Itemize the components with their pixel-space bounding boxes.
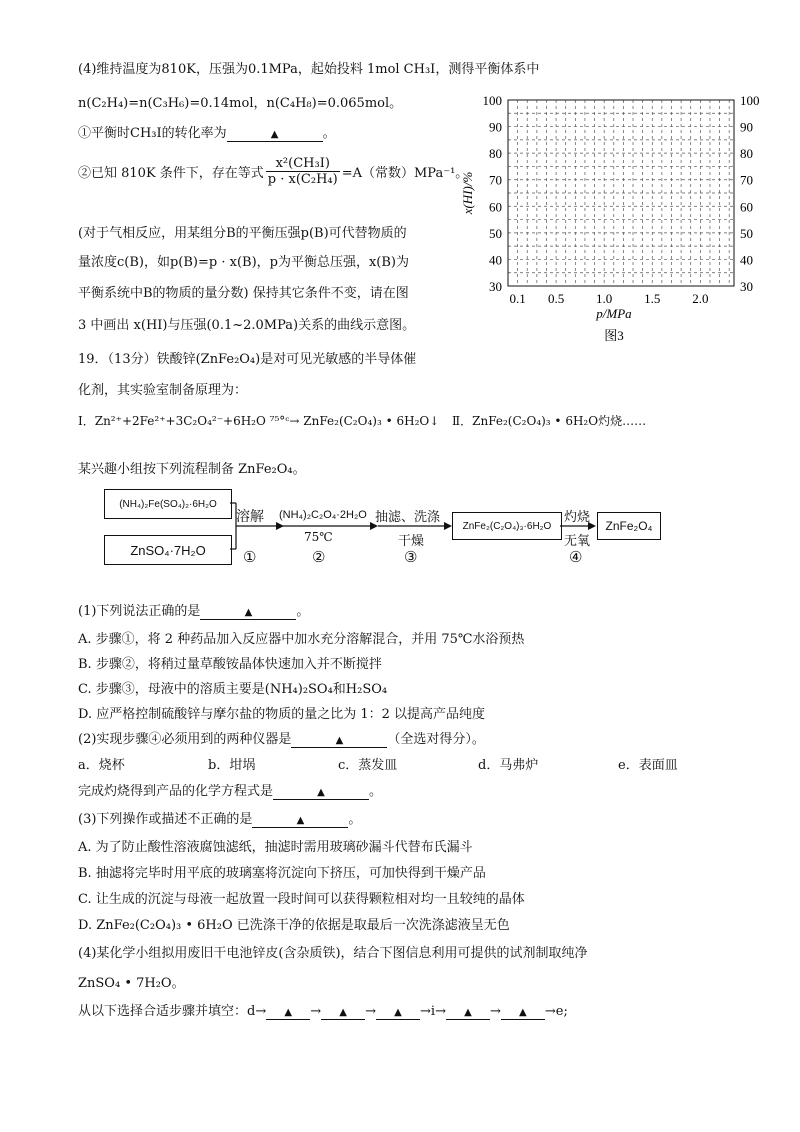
- x-tick-label: 0.1: [509, 291, 526, 306]
- q19-p2-stem: [78, 728, 485, 748]
- step3-label: 抽滤、洗涤: [375, 510, 441, 525]
- triangle-icon: ▲: [394, 1007, 402, 1018]
- x-tick-label: 1.5: [644, 291, 661, 306]
- step3-condition: 干燥: [398, 534, 425, 549]
- q19-p3-stem: [78, 808, 361, 828]
- figure-caption: 图3: [604, 328, 624, 343]
- answer-blank[interactable]: [291, 732, 387, 748]
- y-tick-label-right: 80: [740, 146, 753, 162]
- answer-blank[interactable]: [273, 784, 369, 800]
- period: 。: [348, 812, 362, 827]
- q19-p2-opt-a: a．烧杯: [78, 758, 125, 773]
- triangle-icon: ▲: [317, 787, 325, 798]
- q19-p2-note: （全选对得分）。: [387, 732, 485, 747]
- q19-p4-end: →e;: [544, 1004, 568, 1019]
- step4-number: ④: [569, 548, 583, 566]
- triangle-icon: ▲: [339, 1007, 347, 1018]
- intermediate-box: ZnFe₂(C₂O₄)₃·6H₂O: [452, 512, 562, 540]
- q19-p4-line1: (4)某化学小组拟用废旧干电池锌皮(含杂质铁)，结合下图信息利用可提供的试剂制取纯净: [78, 946, 588, 961]
- raw-material-moh-salt: (NH₄)₂Fe(SO₄)₂·6H₂O: [104, 489, 232, 519]
- x-tick-label: 2.0: [692, 291, 709, 306]
- y-tick-label-left: 30: [489, 279, 502, 294]
- answer-blank[interactable]: [252, 812, 348, 828]
- q18-fraction: [266, 156, 340, 187]
- step-blank-3[interactable]: [376, 1004, 420, 1020]
- q18-sub1: [78, 122, 336, 142]
- q19-p4-line3: [78, 1000, 568, 1020]
- y-axis-label: x(HI)/%: [460, 171, 475, 215]
- y-tick-label-left: 60: [489, 199, 502, 215]
- q18-sub1-end: 。: [322, 126, 336, 141]
- q18-sub2: [78, 156, 468, 187]
- q18-p4-intro: (4)维持温度为810K，压强为0.1MPa，起始投料 1mol CH₃I，测得平衡体系中: [78, 62, 540, 77]
- triangle-icon: ▲: [244, 607, 253, 618]
- q19-p1-option-c: C. 步骤③，母液中的溶质主要是(NH₄)₂SO₄和H₂SO₄: [78, 682, 388, 697]
- triangle-icon: ▲: [519, 1007, 527, 1018]
- q19-p2-opt-d: d．马弗炉: [478, 758, 539, 773]
- y-ticks-left: [483, 93, 503, 294]
- x-axis-label: p/MPa: [596, 306, 632, 321]
- step3-number: ③: [404, 548, 418, 566]
- step2-reagent: (NH₄)₂C₂O₄·2H₂O: [279, 509, 367, 521]
- triangle-icon: ▲: [270, 129, 279, 140]
- q19-p1-stem-text: (1)下列说法正确的是: [78, 604, 201, 619]
- y-ticks-right: [740, 93, 760, 294]
- x-ticks: [509, 291, 708, 306]
- y-tick-label-right: 90: [740, 119, 753, 135]
- q19-p4-line2: ZnSO₄ • 7H₂O。: [78, 976, 185, 991]
- q19-p2-opt-b: b．坩埚: [208, 758, 256, 773]
- step2-number: ②: [312, 548, 326, 566]
- q18-p4-amounts: n(C₂H₄)=n(C₃H₆)=0.14mol，n(C₄H₈)=0.065mol。: [78, 96, 403, 111]
- triangle-icon: ▲: [335, 735, 344, 746]
- arrow-glyph: →: [310, 1004, 322, 1019]
- step-blank-2[interactable]: [321, 1004, 365, 1020]
- y-tick-label-right: 40: [740, 252, 753, 268]
- x-tick-label: 0.5: [547, 291, 565, 306]
- q19-p2-opt-c: c．蒸发皿: [338, 758, 398, 773]
- x-tick-label: 1.0: [596, 291, 613, 306]
- q18-note-line2: 量浓度c(B)，如p(B)=p · x(B)，p为平衡总压强，x(B)为: [78, 255, 409, 270]
- y-tick-label-left: 40: [489, 252, 502, 268]
- q19-p1-option-a: A. 步骤①，将 2 种药品加入反应器中加水充分溶解混合，并用 75℃水浴预热: [78, 632, 525, 647]
- step-blank-5[interactable]: [501, 1004, 545, 1020]
- q18-sub1-text: ①平衡时CH₃I的转化率为: [78, 126, 227, 141]
- y-tick-label-right: 30: [740, 279, 753, 294]
- y-tick-label-left: 90: [489, 119, 502, 135]
- step1-label: 溶解: [236, 509, 264, 525]
- q19-p3-option-a: A. 为了防止酸性溶液腐蚀滤纸，抽滤时需用玻璃砂漏斗代替布氏漏斗: [78, 840, 473, 855]
- y-tick-label-right: 100: [740, 93, 760, 108]
- triangle-icon: ▲: [464, 1007, 472, 1018]
- q18-note-line3: 平衡系统中B的物质的量分数) 保持其它条件不变，请在图: [78, 286, 409, 301]
- y-tick-label-left: 70: [489, 172, 502, 188]
- q19-p3-option-d: D. ZnFe₂(C₂O₄)₃ • 6H₂O 已洗涤干净的依据是取最后一次洗涤滤液呈无色: [78, 918, 510, 933]
- q18-fraction-denominator: p · x(C₂H₄): [267, 172, 338, 187]
- q19-title-line2: 化剂，其实验室制备原理为：: [78, 383, 248, 398]
- q19-p2-equation-text: 完成灼烧得到产品的化学方程式是: [78, 784, 274, 799]
- chart-grid: [508, 100, 734, 286]
- q19-p1-option-d: D. 应严格控制硫酸锌与摩尔盐的物质的量之比为 1：2 以提高产品纯度: [78, 707, 486, 722]
- q19-p1-stem: [78, 600, 309, 620]
- y-tick-label-left: 100: [482, 93, 502, 108]
- triangle-icon: ▲: [296, 815, 305, 826]
- y-tick-label-right: 70: [740, 172, 753, 188]
- arrow-glyph: →: [489, 1004, 501, 1019]
- q19-p3-option-c: C. 让生成的沉淀与母液一起放置一段时间可以获得颗粒相对均一且较纯的晶体: [78, 892, 525, 907]
- step-blank-4[interactable]: [446, 1004, 490, 1020]
- flow-intro: 某兴趣小组按下列流程制备 ZnFe₂O₄。: [78, 462, 306, 477]
- q19-title-line1: 19．（13分）铁酸锌(ZnFe₂O₄)是对可见光敏感的半导体催: [78, 352, 417, 367]
- raw-material-zinc-sulfate: ZnSO₄·7H₂O: [104, 535, 232, 565]
- q19-p1-option-b: B. 步骤②，将稍过量草酸铵晶体快速加入并不断搅拌: [78, 657, 382, 672]
- q18-note-line4: 3 中画出 x(HI)与压强(0.1~2.0MPa)关系的曲线示意图。: [78, 318, 416, 333]
- period: 。: [369, 784, 383, 799]
- y-tick-label-left: 80: [489, 146, 502, 162]
- q19-p2-stem-text: (2)实现步骤④必须用到的两种仪器是: [78, 732, 292, 747]
- reaction-1: Ⅰ．Zn²⁺+2Fe²⁺+3C₂O₄²⁻+6H₂O ⁷⁵°ᶜ→ ZnFe₂(C₂O₄)₃ • 6H₂O↓: [78, 414, 440, 428]
- q19-p3-stem-text: (3)下列操作或描述不正确的是: [78, 812, 253, 827]
- q19-p4-line3-pre: 从以下选择合适步骤并填空：d→: [78, 1004, 267, 1019]
- step2-condition: 75℃: [304, 530, 333, 544]
- figure3-chart: [462, 86, 782, 348]
- triangle-icon: ▲: [284, 1007, 293, 1018]
- step1-number: ①: [243, 548, 257, 566]
- q18-sub2-pre: ②已知 810K 条件下，存在等式: [78, 166, 264, 181]
- arrow-glyph: →: [365, 1004, 377, 1019]
- answer-blank[interactable]: [200, 604, 296, 620]
- product-box: ZnFe₂O₄: [597, 512, 661, 540]
- y-tick-label-left: 50: [489, 225, 502, 241]
- step4-label: 灼烧: [564, 510, 591, 525]
- q19-p4-i: →i→: [420, 1004, 446, 1019]
- reaction-2: Ⅱ．ZnFe₂(C₂O₄)₃ • 6H₂O灼烧……: [452, 414, 647, 428]
- step-blank-1[interactable]: [266, 1004, 310, 1020]
- q18-note-line1: (对于气相反应，用某组分B的平衡压强p(B)可代替物质的: [78, 226, 407, 241]
- q19-p2-opt-e: e．表面皿: [618, 758, 678, 773]
- q19-p2-equation: [78, 780, 382, 800]
- y-tick-label-right: 60: [740, 199, 753, 215]
- q18-fraction-numerator: x²(CH₃I): [266, 156, 340, 172]
- period: 。: [296, 604, 310, 619]
- y-tick-label-right: 50: [740, 225, 753, 241]
- q18-sub2-post: =A（常数）MPa⁻¹。: [341, 166, 469, 181]
- q19-p3-option-b: B. 抽滤将完毕时用平底的玻璃塞将沉淀向下挤压，可加快得到干燥产品: [78, 866, 486, 881]
- answer-blank[interactable]: [227, 126, 323, 142]
- step4-condition: 无氧: [564, 534, 591, 549]
